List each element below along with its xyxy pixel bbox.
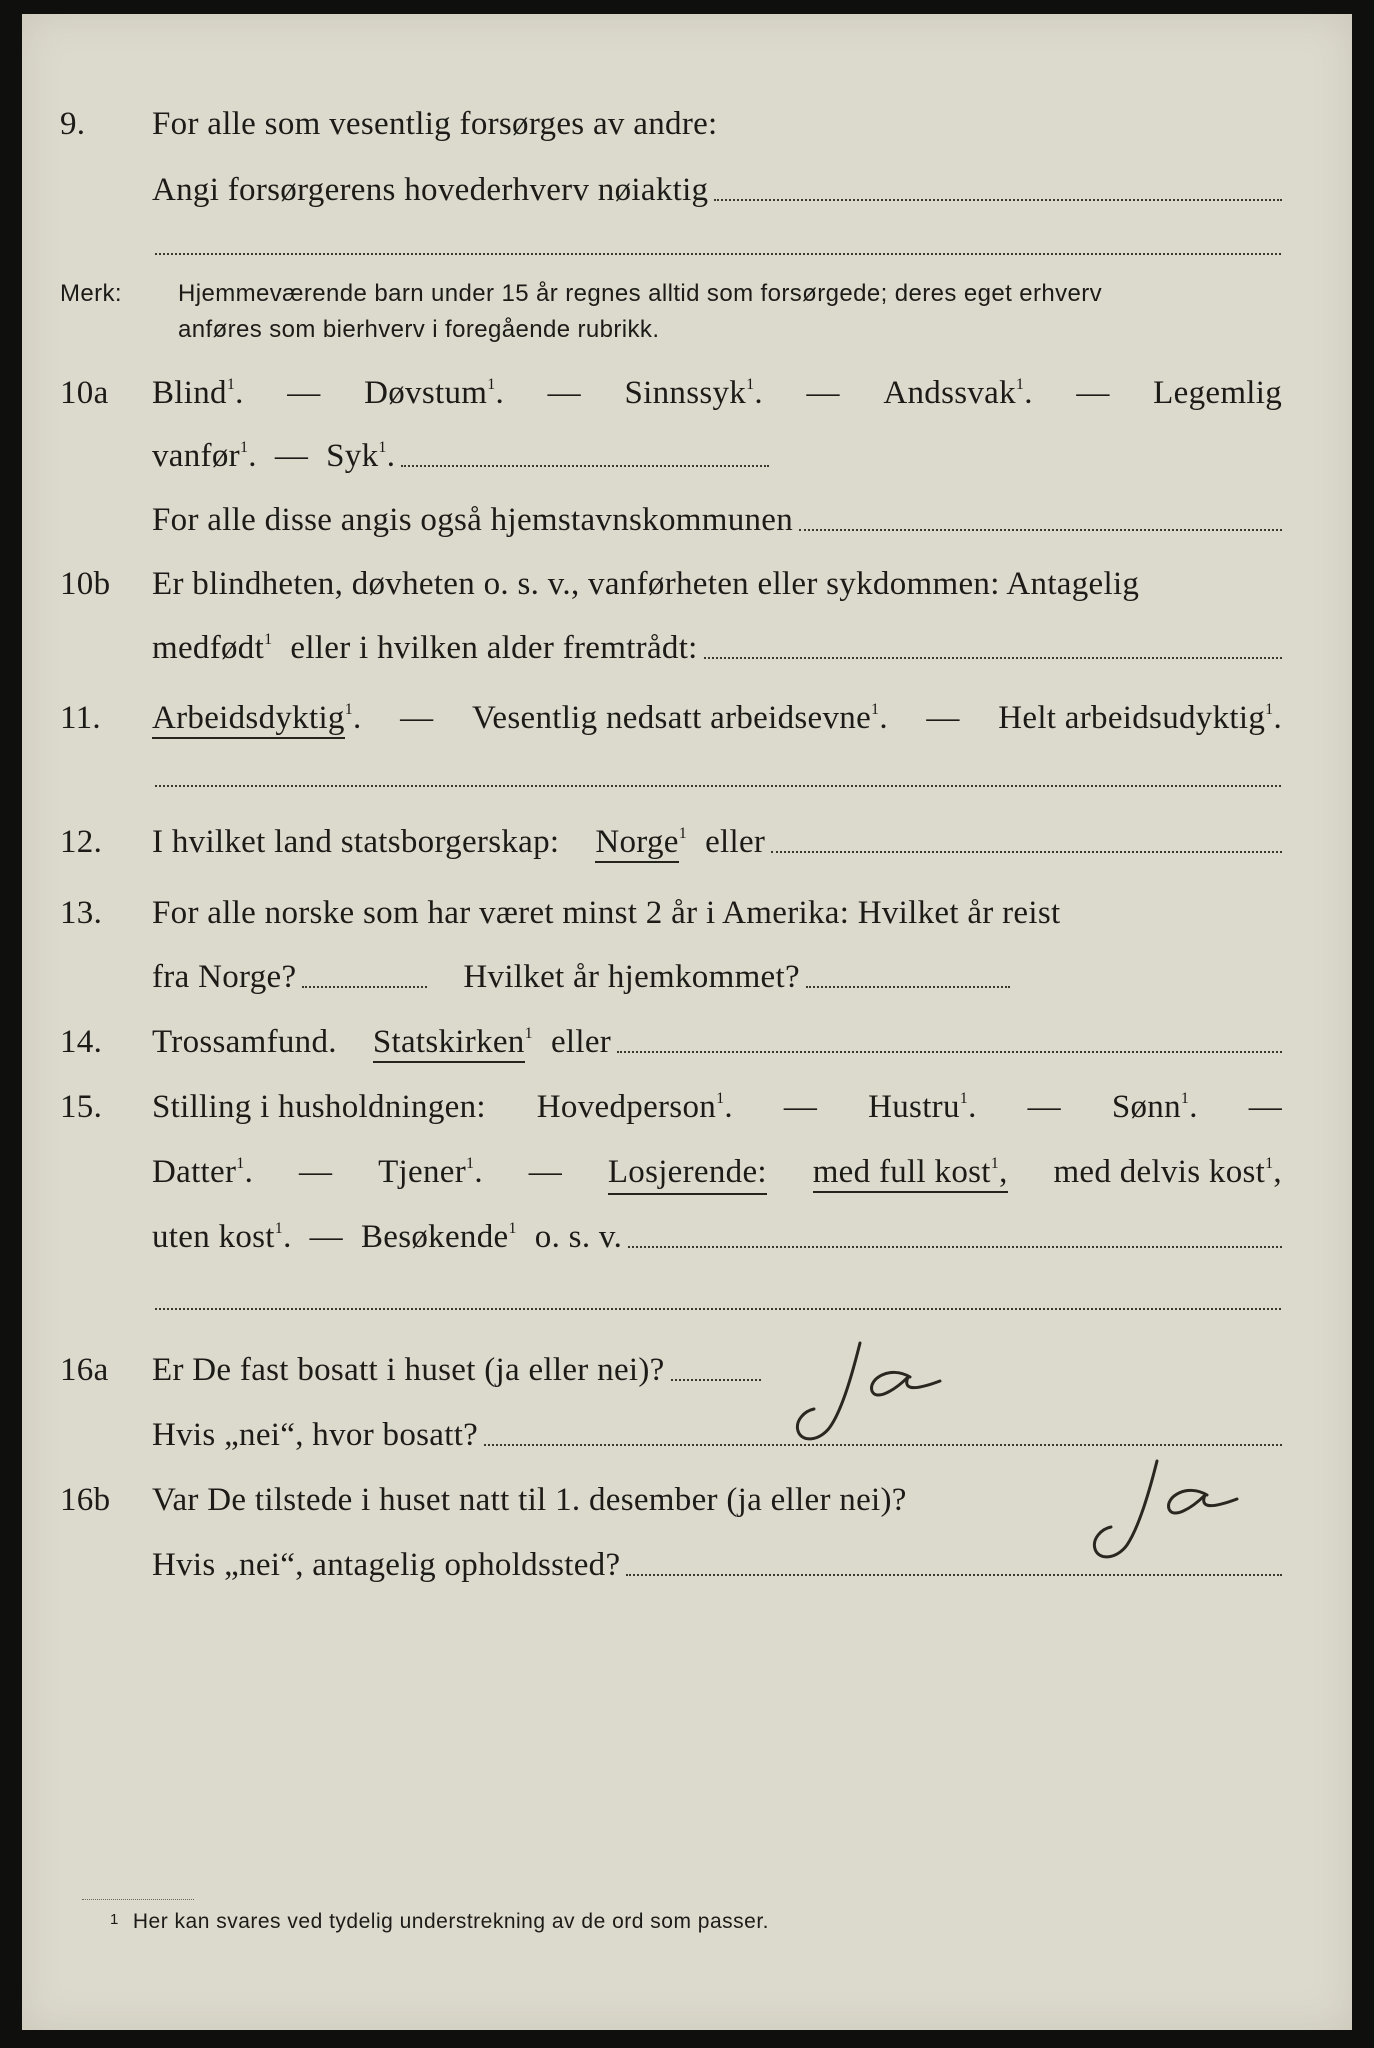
- q13-line2: [60, 957, 1010, 997]
- q16a-where-label: Hvis „nei“, hvor bosatt?: [152, 1417, 479, 1453]
- q10b-age-label: eller i hvilken alder fremtrådt:: [290, 630, 698, 666]
- q14-eller: eller: [550, 1024, 612, 1060]
- q16a-number: 16a: [60, 1352, 109, 1388]
- q10b-number: 10b: [60, 566, 111, 602]
- q10a-line2: vanfør$^1$. — Syk$^1$.: [60, 436, 769, 476]
- q13-line1: [60, 893, 1282, 933]
- q15-line3: uten kost$^1$. — Besøkende$^1$ o. s. v.: [60, 1217, 1282, 1257]
- q15-extra-line[interactable]: [155, 1308, 1281, 1310]
- q15-tjener[interactable]: Tjener: [378, 1154, 466, 1190]
- q15-other-field[interactable]: [628, 1246, 1282, 1248]
- q10a-blind[interactable]: Blind: [152, 375, 227, 411]
- q10a-line3: [60, 500, 1282, 540]
- q10a-hometown-field[interactable]: [799, 529, 1282, 531]
- q11-udyktig[interactable]: Helt arbeidsudyktig: [998, 700, 1266, 736]
- q15-med-delvis-kost[interactable]: med delvis kost: [1053, 1154, 1266, 1190]
- q15-besokende[interactable]: Besøkende: [360, 1219, 509, 1255]
- q15-datter[interactable]: Datter: [152, 1154, 237, 1190]
- q12-norge[interactable]: Norge: [595, 824, 678, 863]
- q15-med-full-kost[interactable]: med full kost: [812, 1154, 991, 1190]
- q14-line: 14. Trossamfund. Statskirken$^1$ eller: [60, 1022, 1282, 1062]
- q16b-number: 16b: [60, 1482, 111, 1518]
- q11-arbeidsdyktig[interactable]: Arbeidsdyktig: [152, 700, 345, 739]
- q15-hovedperson[interactable]: Hovedperson: [536, 1089, 717, 1125]
- footnote-mark: 1: [110, 1911, 119, 1928]
- q16b-where-label: Hvis „nei“, antagelig opholdssted?: [152, 1547, 621, 1583]
- q15-osv: o. s. v.: [534, 1219, 623, 1255]
- q10a-syk-field[interactable]: [401, 465, 769, 467]
- q12-eller: eller: [705, 824, 766, 860]
- merk-label: Merk:: [60, 280, 122, 307]
- q15-label: Stilling i husholdningen:: [152, 1089, 486, 1125]
- q9-number: 9.: [60, 106, 86, 142]
- q10a-syk[interactable]: Syk: [326, 438, 379, 474]
- q10a-vanfor[interactable]: vanfør: [152, 438, 240, 474]
- q16a-handwritten-answer: [790, 1335, 960, 1450]
- q11-line: 11. Arbeidsdyktig$^1$. — Vesentlig nedsatt arbeidsevne$^1$. — Helt arbeidsudyktig$^1$.: [60, 698, 1282, 738]
- q15-uten-kost[interactable]: uten kost: [152, 1219, 275, 1255]
- q9-line1: [60, 104, 1282, 144]
- q12-line: 12. I hvilket land statsborgerskap: Norge$^1$ eller: [60, 822, 1282, 862]
- footnote: [110, 1910, 769, 1934]
- q16b-where-field[interactable]: [626, 1574, 1282, 1576]
- q14-label: Trossamfund.: [152, 1024, 337, 1060]
- q16a-line2: [60, 1415, 1282, 1455]
- q16a-line1: [60, 1350, 1282, 1390]
- q10a-sinnssyk[interactable]: Sinnssyk: [624, 375, 747, 411]
- q11-extra-line[interactable]: [155, 785, 1281, 787]
- q13-returned-field[interactable]: [806, 986, 1010, 988]
- q12-other-field[interactable]: [771, 851, 1282, 853]
- q15-sonn[interactable]: Sønn: [1111, 1089, 1181, 1125]
- q16a-question: Er De fast bosatt i huset (ja eller nei)?: [152, 1352, 665, 1388]
- q13-departed-label: fra Norge?: [152, 959, 297, 995]
- footnote-text: Her kan svares ved tydelig understrekning av de ord som passer.: [132, 1910, 769, 1933]
- q16a-answer-field[interactable]: [671, 1379, 761, 1381]
- q10b-age-field[interactable]: [704, 657, 1282, 659]
- q10a-legemlig[interactable]: Legemlig: [1153, 375, 1283, 411]
- q14-other-field[interactable]: [617, 1051, 1282, 1053]
- q10b-question: Er blindheten, døvheten o. s. v., vanførheten eller sykdommen: Antagelig: [152, 566, 1140, 602]
- merk-line2: anføres som bierhverv i foregående rubrikk.: [178, 316, 660, 343]
- footnote-rule: [82, 1899, 194, 1900]
- q10a-hometown-label: For alle disse angis også hjemstavnskommunen: [152, 502, 794, 538]
- q9-question: For alle som vesentlig forsørges av andre:: [152, 106, 718, 142]
- q11-number: 11.: [60, 700, 101, 736]
- q13-returned-label: Hvilket år hjemkommet?: [463, 959, 800, 995]
- q16b-question: Var De tilstede i huset natt til 1. desember (ja eller nei)?: [152, 1482, 907, 1518]
- q10b-medfodt[interactable]: medfødt: [152, 630, 265, 666]
- q15-line1: 15. Stilling i husholdningen: Hovedperson$^1$. — Hustru$^1$. — Sønn$^1$. —: [60, 1089, 1283, 1125]
- q9-provider-field[interactable]: [714, 199, 1282, 201]
- q13-departed-field[interactable]: [302, 986, 427, 988]
- q15-line2: Datter$^1$. — Tjener$^1$. — Losjerende: med full kost$^1$, med delvis kost$^1$,: [60, 1152, 1282, 1195]
- q11-nedsatt[interactable]: Vesentlig nedsatt arbeidsevne: [471, 700, 872, 736]
- q10a-andssvak[interactable]: Andssvak: [883, 375, 1016, 411]
- merk-line1: Hjemmeværende barn under 15 år regnes alltid som forsørgede; deres eget erhverv: [178, 280, 1103, 307]
- q10a-number: 10a: [60, 375, 109, 411]
- q12-number: 12.: [60, 824, 103, 860]
- q9-provider-label: Angi forsørgerens hovederhverv nøiaktig: [152, 172, 709, 208]
- q9-extra-line[interactable]: [155, 253, 1281, 255]
- q15-losjerende[interactable]: Losjerende:: [608, 1152, 767, 1195]
- q10a-line1: 10a Blind$^1$. — Døvstum$^1$. — Sinnssyk$^1$. — Andssvak$^1$. — Legemlig: [60, 375, 1283, 411]
- q14-number: 14.: [60, 1024, 103, 1060]
- q14-statskirken[interactable]: Statskirken: [373, 1024, 525, 1063]
- q9-line2: [60, 170, 1282, 210]
- q10a-dovstum[interactable]: Døvstum: [364, 375, 488, 411]
- q15-number: 15.: [60, 1089, 103, 1125]
- q13-question: For alle norske som har været minst 2 år i Amerika: Hvilket år reist: [152, 895, 1061, 931]
- q15-hustru[interactable]: Hustru: [868, 1089, 960, 1125]
- q10b-line2: medfødt$^1$ eller i hvilken alder fremtrådt:: [60, 628, 1282, 668]
- q13-number: 13.: [60, 895, 103, 931]
- q10b-line1: [60, 564, 1282, 604]
- q16b-handwritten-answer: [1085, 1455, 1255, 1570]
- q12-question: I hvilket land statsborgerskap:: [152, 824, 560, 860]
